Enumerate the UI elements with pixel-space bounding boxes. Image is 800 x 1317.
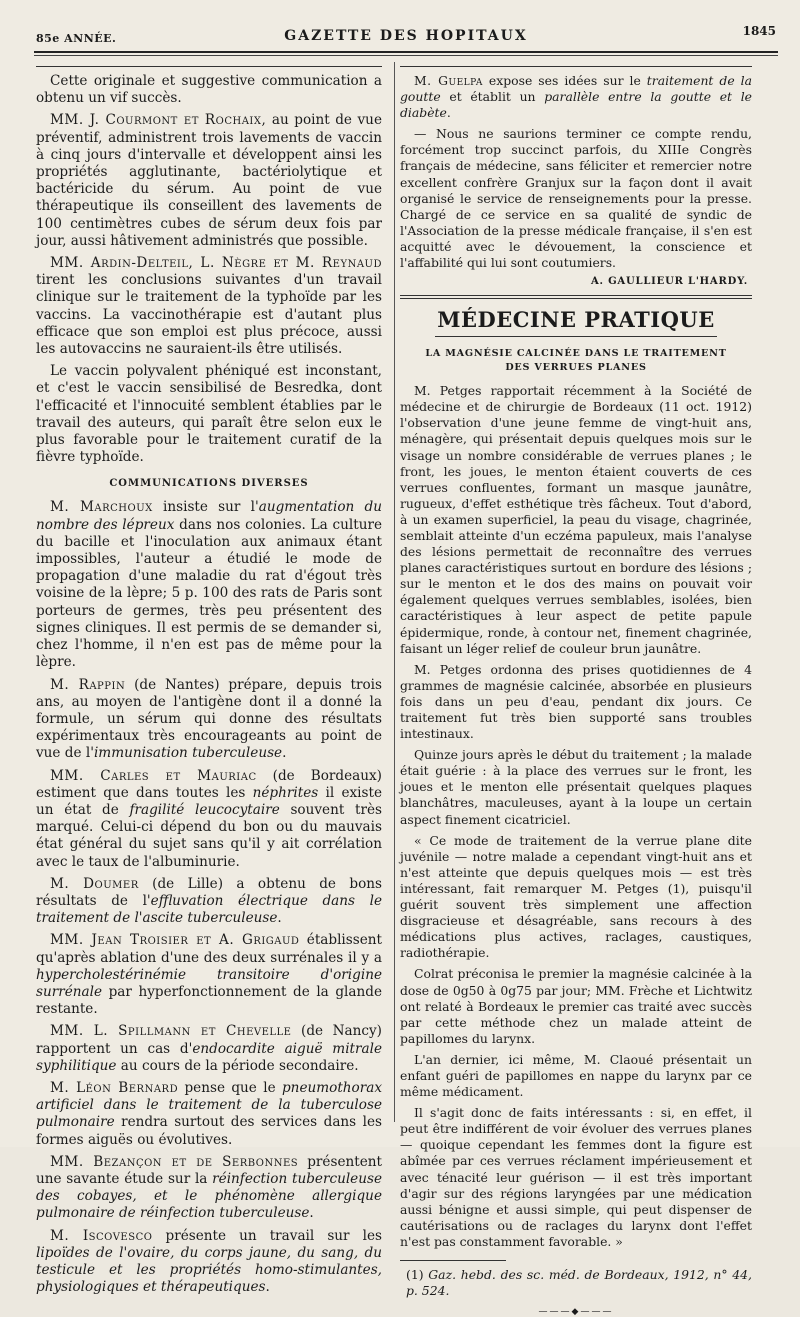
paragraph: Il s'agit donc de faits intéressants : si, en effet, il peut être indifférent de voir évoluer des verrues planes — quoique cependant les femmes dont la figure est abîmée par ces verrues réclament impérieusement et avec ténacité leur guérison — il est très important d'agir sur des régions laryngées par une médication aussi bénigne et aussi simple, qui peut dispenser de cautérisations ou de raclages du larynx dont l'effet n'est pas constamment favorable. » [400,1105,752,1249]
paragraph: Colrat préconisa le premier la magnésie calcinée à la dose de 0g50 à 0g75 par jour; MM. Frèche et Lichtwitz ont relaté à Bordeaux le premier cas traité avec succès par cette méthode chez un malade atteint de papillomes du larynx. [400,966,752,1046]
author-names: M. Iscovesco [50,1227,153,1244]
column-top-rule [400,66,752,67]
author-names: MM. Bezançon et de Serbonnes [50,1153,299,1170]
page-number: 1845 [742,24,776,38]
footnote-rule [400,1260,506,1261]
section-rule [435,336,717,337]
paragraph: — Nous ne saurions terminer ce compte rendu, forcément trop succinct parfois, du XIIIe Congrès français de médecine, sans féliciter et remercier notre excellent confrère Granjux sur la façon dont il avait organisé le service de renseignements pour la presse. Chargé de ce service en sa qualité de syndic de l'Association de la presse médicale française, il s'en est acquitté avec le dévouement, la conscience et l'affabilité qui lui sont coutumiers. [400,126,752,271]
author-names: M. Marchoux [50,499,153,516]
paragraph: M. Marchoux insiste sur l'augmentation du nombre des lépreux dans nos colonies. La culture du bacille et l'inoculation aux animaux étant impossibles, l'auteur a étudié le mode de propagation d'une maladie du rat d'égout très voisine de la lèpre; 5 p. 100 des rats de Paris sont porteurs de germes, très peu présentent des signes cliniques. Il est permis de se demander si, chez l'homme, il n'en est pas de même pour la lèpre. [36,499,382,671]
author-names: MM. Jean Troisier et A. Grigaud [50,932,300,949]
paragraph: M. Doumer (de Lille) a obtenu de bons résultats de l'effluvation électrique dans le traitement de l'ascite tuberculeuse. [36,875,382,927]
author-names: MM. L. Spillmann et Chevelle [50,1023,292,1040]
paragraph: M. Léon Bernard pense que le pneumothorax artificiel dans le traitement de la tuberculose pulmonaire rendra surtout des services dans les formes aiguës ou évolutives. [36,1079,382,1148]
header-rule-thin [34,55,778,56]
paragraph: M. Rappin (de Nantes) prépare, depuis trois ans, au moyen de l'antigène dont il a donné la formule, un sérum qui donne des résultats expérimentaux très encourageants au point de vue de l'immunisation tuberculeuse. [36,676,382,762]
page-header [36,22,776,48]
paragraph: Le vaccin polyvalent phéniqué est inconstant, et c'est le vaccin sensibilisé de Besredka, dont l'efficacité et l'innocuité semblent établies par le travail des auteurs, qui paraît être selon eux le plus favorable pour le traitement curatif de la fièvre typhoïde. [36,363,382,466]
footnote: (1) Gaz. hebd. des sc. méd. de Bordeaux, 1912, n° 44, p. 524. [406,1267,752,1299]
column-top-rule [36,66,382,67]
year-label: 85e ANNÉE. [36,32,117,45]
paragraph: MM. L. Spillmann et Chevelle (de Nancy) rapportent un cas d'endocardite aiguë mitrale syphilitique au cours de la période secondaire. [36,1023,382,1074]
double-rule [400,295,752,299]
author-names: M. Doumer [50,875,139,892]
paragraph: M. Iscovesco présente un travail sur les lipoïdes de l'ovaire, du corps jaune, du sang, du testicule et les propriétés homo-stimulantes, physiologiques et thérapeutiques. [36,1227,382,1296]
column-divider [394,62,395,1122]
paragraph: MM. Carles et Mauriac (de Bordeaux) estiment que dans toutes les néphrites il existe un état de fragilité leucocytaire souvent très marqué. Celui-ci dépend du bon ou du mauvais état général du sujet sans qu'il y ait corrélation avec le taux de l'albuminurie. [36,767,383,870]
right-column [400,66,753,1317]
author-names: MM. Ardin-Delteil, L. Nègre et M. Reynaud [50,255,382,272]
author-names: M. Guelpa [414,73,483,88]
paragraph: M. Petges ordonna des prises quotidiennes de 4 grammes de magnésie calcinée, absorbée en plusieurs fois dans un peu d'eau, pendant dix jours. Ce traitement fut très bien supporté sans troubles intestinaux. [400,661,752,742]
article-title: LA MAGNÉSIE CALCINÉE DANS LE TRAITEMENT DES VERRUES PLANES [425,348,727,374]
paragraph: MM. Bezançon et de Serbonnes présentent une savante étude sur la réinfection tuberculeuse des cobayes, et le phénomène allergique pulmonaire de réinfection tuberculeuse. [36,1153,382,1222]
paragraph: M. Petges rapportait récemment à la Société de médecine et de chirurgie de Bordeaux (11 oct. 1912) l'observation d'une jeune femme de vingt-huit ans, ménagère, qui présentait depuis quelques mois sur le visage un nombre considérable de verrues planes ; le front, les joues, le menton étaient couverts de ces verrues confluentes, formant un masque jaunâtre, rugueux, d'effet esthétique très fâcheux. Tout d'abord, à un examen superficiel, la peau du visage, chagrinée, semblait atteinte d'un eczéma papuleux, mais l'analyse des lésions permettait de reconnaître des verrues planes caractéristiques surtout en bordure des lésions ; sur le menton et le dos des mains on pouvait voir également quelques verrues semblables, isolées, bien caractéristiques à leur aspect de petite papule épidermique, ronde, à contour net, finement chagrinée, faisant un léger relief de couleur brun jaunâtre. [400,383,752,656]
paragraph: M. Guelpa expose ses idées sur le traitement de la goutte et établit un parallèle entre la goutte et le diabète. [400,73,753,121]
paragraph: MM. Jean Troisier et A. Grigaud établissent qu'après ablation d'une des deux surrénales il y a hypercholestérinémie transitoire d'origine surrénale par hyperfonctionnement de la glande restante. [36,932,382,1018]
author-names: M. Léon Bernard [50,1079,179,1096]
journal-title: GAZETTE DES HOPITAUX [284,28,528,44]
paragraph: Quinze jours après le début du traitement ; la malade était guérie : à la place des verrues sur le front, les joues et le menton elle présentait quelques plaques blanchâtres, maculeuses, ayant à la loupe un certain aspect finement cicatriciel. [400,747,752,827]
paragraph: L'an dernier, ici même, M. Claoué présentait un enfant guéri de papillomes en nappe du larynx par ce même médicament. [400,1051,752,1100]
section-subheading: COMMUNICATIONS DIVERSES [109,478,309,490]
author-names: MM. Carles et Mauriac [50,767,257,784]
paragraph: « Ce mode de traitement de la verrue plane dite juvénile — notre malade a cependant vingt-huit ans et n'est atteinte que depuis quelques mois — est très intéressant, fait remarquer M. Petges (1), puisqu'il guérit souvent très simplement une affection disgracieuse et désagréable, sans recours à des médications plus actives, raclages, caustiques, radiothérapie. [400,832,752,961]
author-names: MM. J. Courmont et Rochaix, [50,112,267,129]
paragraph: MM. J. Courmont et Rochaix, au point de vue préventif, administrent trois lavements de vaccin à cinq jours d'intervalle et développent ainsi les propriétés agglutinante, bactériolytique et bactéricide du sérum. Au point de vue thérapeutique ils conseillent des lavements de 100 centimètres cubes de sérum deux fois par jour, aussi hâtivement administrés que possible. [36,112,382,249]
paragraph: Cette originale et suggestive communication a obtenu un vif succès. [36,73,382,107]
paragraph: MM. Ardin-Delteil, L. Nègre et M. Reynaud tirent les conclusions suivantes d'un travail clinique sur le traitement de la typhoïde par les vaccins. La vaccinothérapie est d'autant plus efficace que son emploi est plus précoce, aussi les autovaccins ne sauraient-ils être utilisés. [36,255,382,358]
section-title: MÉDECINE PRATIQUE [437,307,715,333]
end-ornament: ———◆——— [538,1307,614,1317]
author-names: M. Rappin [50,676,126,693]
left-column [36,66,383,1296]
header-rule [34,51,778,53]
article-signature: A. GAULLIEUR L'HARDY. [590,276,748,288]
